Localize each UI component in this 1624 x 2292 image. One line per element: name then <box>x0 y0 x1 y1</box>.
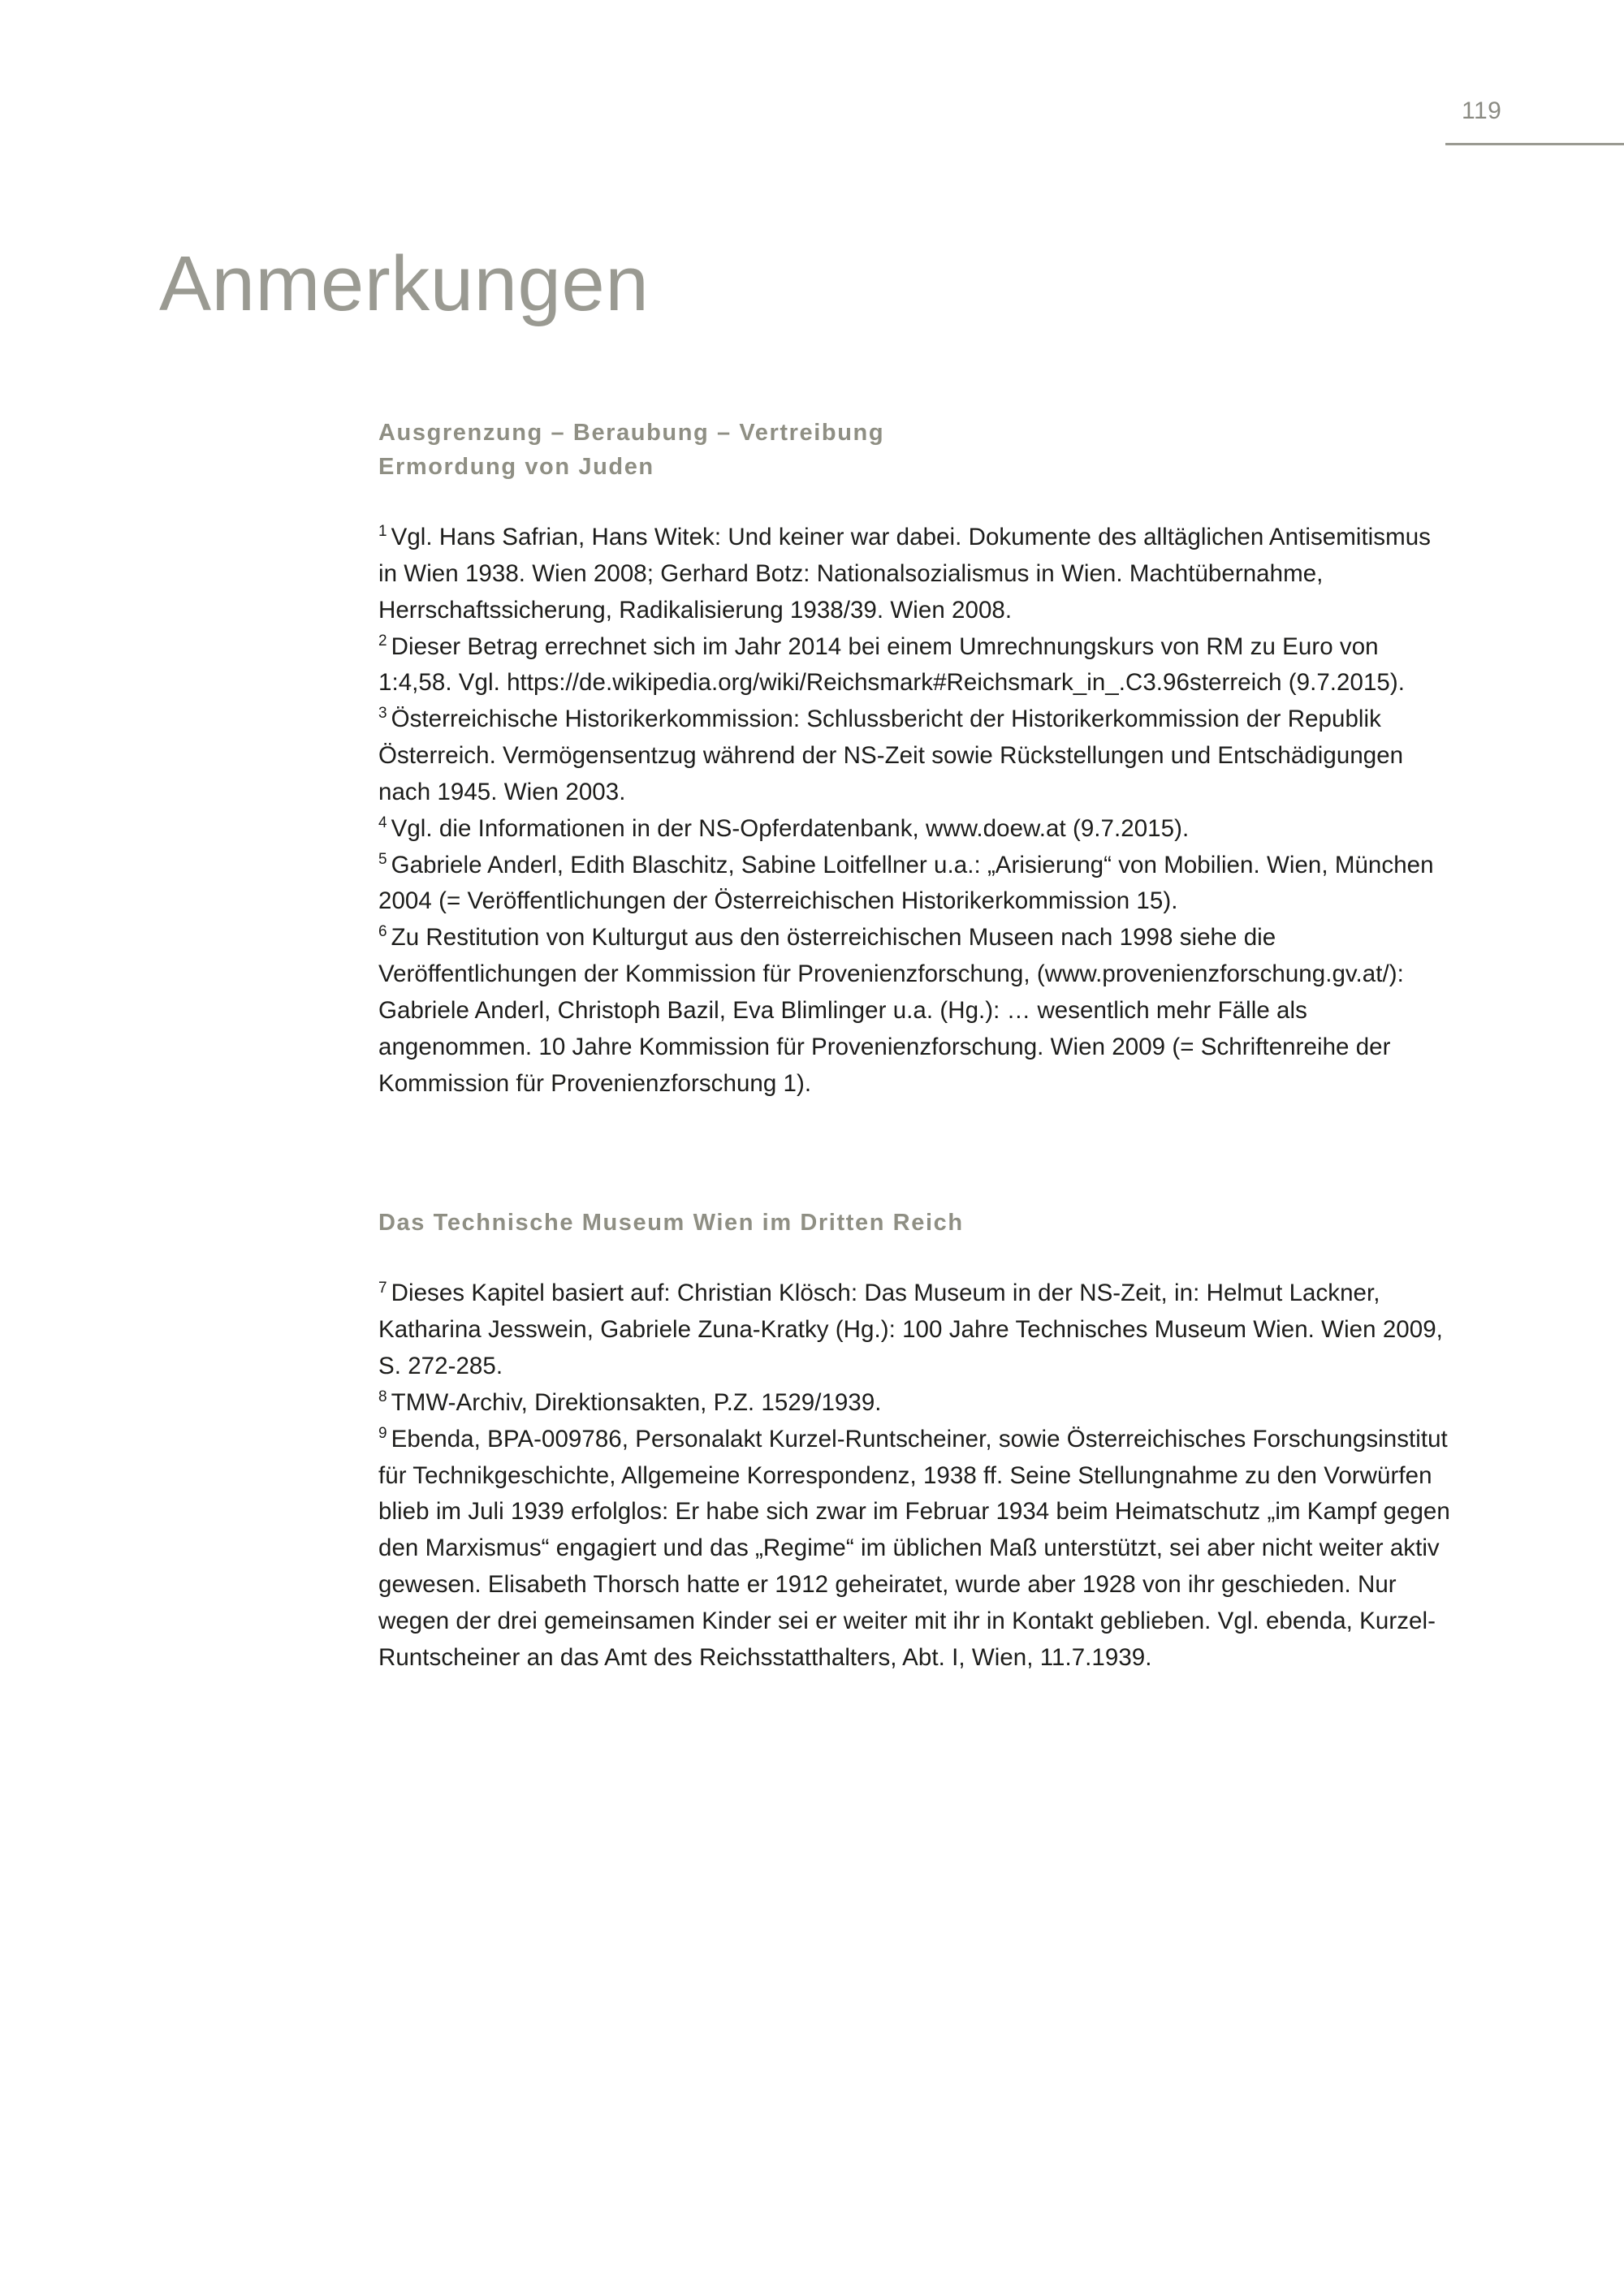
note-text: TMW-Archiv, Direktionsakten, P.Z. 1529/1939. <box>391 1388 882 1416</box>
note-text: Dieser Betrag errechnet sich im Jahr 2014 bei einem Umrechnungskurs von RM zu Euro von 1:4,58. Vgl. https://de.wikipedia.org/wiki/Reichsmark#Reichsmark_in_.C3.96sterreich (9.7.2015). <box>378 632 1406 697</box>
header-rule <box>1445 143 1624 145</box>
notes-section-1 <box>378 416 1450 1102</box>
note-marker: 3 <box>378 705 387 723</box>
notes-list-2 <box>378 1275 1450 1676</box>
section-spacer <box>378 1102 1450 1206</box>
note-marker: 4 <box>378 814 387 831</box>
notes-list-1 <box>378 520 1450 1102</box>
section-heading-1-line1: Ausgrenzung – Beraubung – Vertreibung <box>378 420 885 446</box>
note-text: Gabriele Anderl, Edith Blaschitz, Sabine Loitfellner u.a.: „Arisierung“ von Mobilien. Wien, München 2004 (= Veröffentlichungen der Österreichischen Historikerkommission 15). <box>378 851 1434 915</box>
note-item <box>378 1422 1450 1677</box>
note-item <box>378 1385 1450 1422</box>
note-text: Zu Restitution von Kulturgut aus den österreichischen Museen nach 1998 siehe die Veröffentlichungen der Kommission für Provenienzforschung, (www.provenienzforschung.gv.at/): Gabriele Anderl, Christoph Bazil, Eva Blimlinger u.a. (Hg.): … wesentlich mehr Fälle als angenommen. 10 Jahre Kommission für Provenienzforschung. Wien 2009 (= Schriftenreihe der Kommission für Provenienzforschung 1). <box>378 924 1404 1097</box>
page-title: Anmerkungen <box>159 240 650 328</box>
notes-content <box>378 416 1450 1677</box>
note-item <box>378 520 1450 628</box>
page-number: 119 <box>1462 97 1502 124</box>
note-marker: 8 <box>378 1388 387 1406</box>
section-heading-1 <box>378 416 1450 484</box>
section-heading-2 <box>378 1206 1450 1240</box>
note-marker: 6 <box>378 923 387 941</box>
note-item <box>378 629 1450 702</box>
section-heading-1-line2: Ermordung von Juden <box>378 454 654 481</box>
note-marker: 9 <box>378 1424 387 1442</box>
note-item <box>378 1275 1450 1384</box>
page-header <box>1445 97 1624 145</box>
notes-section-2 <box>378 1206 1450 1676</box>
note-text: Dieses Kapitel basiert auf: Christian Klösch: Das Museum in der NS-Zeit, in: Helmut Lackner, Katharina Jesswein, Gabriele Zuna-Kratky (Hg.): 100 Jahre Technisches Museum Wien. Wien 2009, S. 272-285. <box>378 1280 1443 1380</box>
note-marker: 5 <box>378 850 387 868</box>
note-marker: 2 <box>378 632 387 650</box>
note-text: Österreichische Historikerkommission: Schlussbericht der Historikerkommission der Republik Österreich. Vermögensentzug während der NS-Zeit sowie Rückstellungen und Entschädigungen nach 1945. Wien 2003. <box>378 706 1404 805</box>
note-item <box>378 920 1450 1102</box>
note-item <box>378 848 1450 921</box>
note-text: Vgl. die Informationen in der NS-Opferdatenbank, www.doew.at (9.7.2015). <box>391 814 1190 842</box>
note-item <box>378 701 1450 810</box>
note-marker: 7 <box>378 1279 387 1297</box>
note-marker: 1 <box>378 523 387 541</box>
section-heading-2-line1: Das Technische Museum Wien im Dritten Reich <box>378 1210 964 1237</box>
note-item <box>378 811 1450 848</box>
note-text: Ebenda, BPA-009786, Personalakt Kurzel-Runtscheiner, sowie Österreichisches Forschungsinstitut für Technikgeschichte, Allgemeine Korrespondenz, 1938 ff. Seine Stellungnahme zu den Vorwürfen blieb im Juli 1939 erfolglos: Er habe sich zwar im Februar 1934 beim Heimatschutz „im Kampf gegen den Marxismus“ engagiert und das „Regime“ im üblichen Maß unterstützt, sei aber nicht weiter aktiv gewesen. Elisabeth Thorsch hatte er 1912 geheiratet, wurde aber 1928 von ihr geschieden. Nur wegen der drei gemeinsamen Kinder sei er weiter mit ihr in Kontakt geblieben. Vgl. ebenda, Kurzel-Runtscheiner an das Amt des Reichsstatthalters, Abt. I, Wien, 11.7.1939. <box>378 1425 1450 1671</box>
note-text: Vgl. Hans Safrian, Hans Witek: Und keiner war dabei. Dokumente des alltäglichen Antisemitismus in Wien 1938. Wien 2008; Gerhard Botz: Nationalsozialismus in Wien. Machtübernahme, Herrschaftssicherung, Radikalisierung 1938/39. Wien 2008. <box>378 524 1431 624</box>
